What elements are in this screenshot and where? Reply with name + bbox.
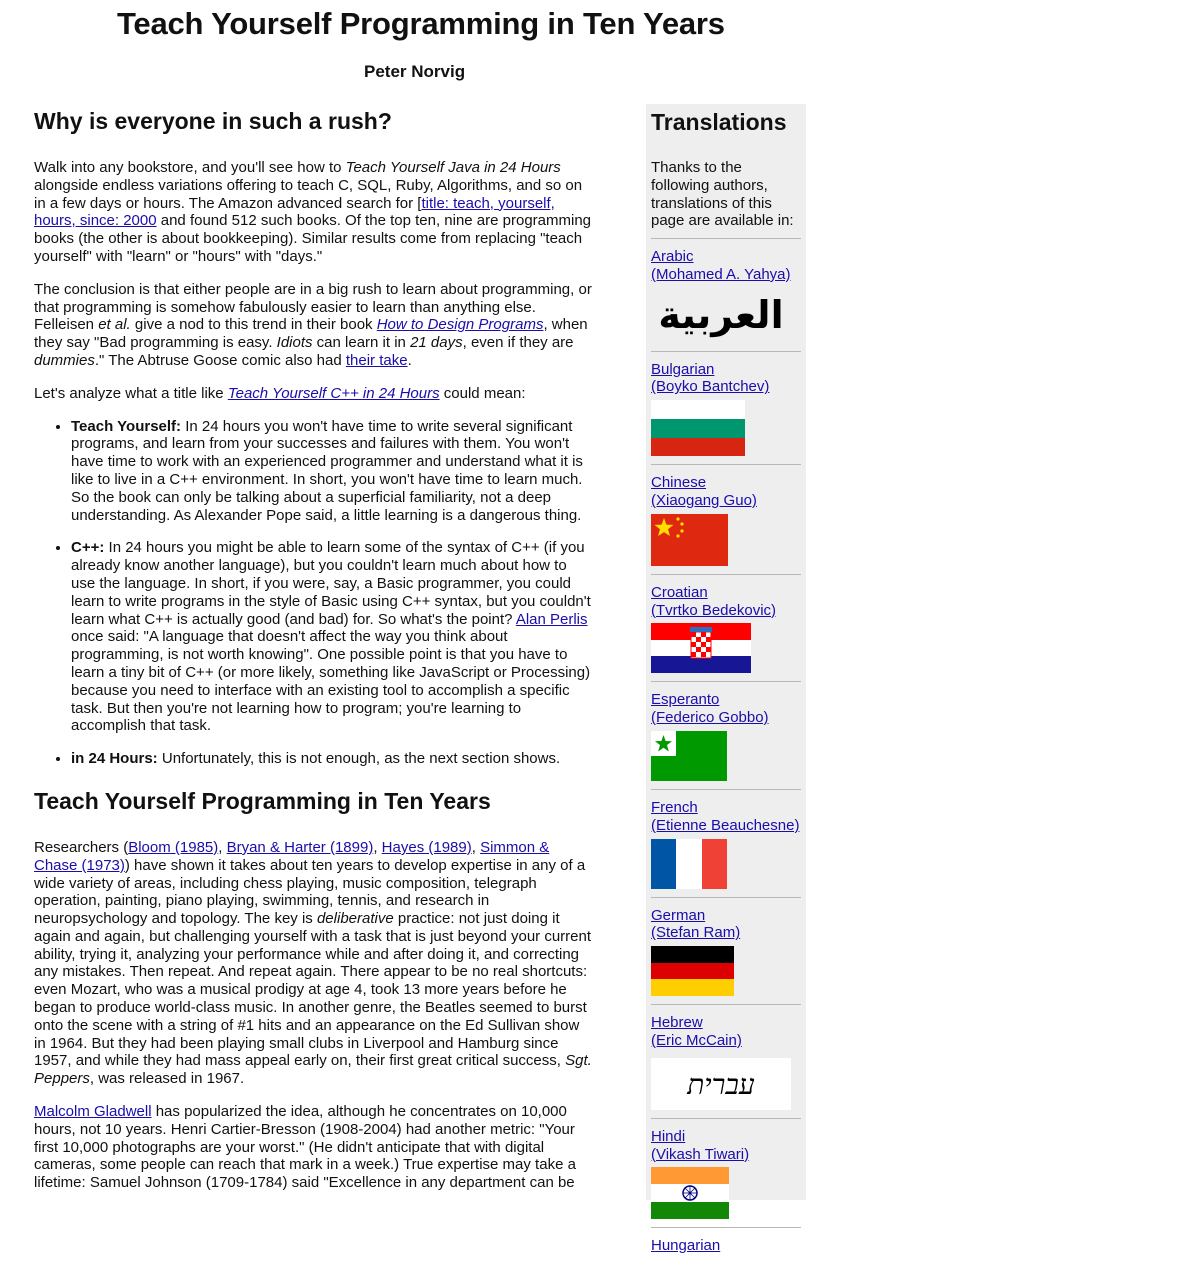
- link-text: Teach Yourself C++ in 24 Hours: [227, 384, 440, 402]
- analysis-list: [34, 418, 594, 768]
- translation-link-bulgarian[interactable]: [651, 361, 801, 397]
- text: , was released in 1967.: [89, 1070, 245, 1088]
- bulgarian-flag-icon[interactable]: [651, 400, 745, 456]
- list-item: [71, 418, 594, 525]
- text: has popularized the idea, although he concentrates on 10,000 hours, not 10 years. Henri Cartier-Bresson (1908-2004) had another metric: "Your first 10,000 photographs are your worst." (He didn't anticipate that with digital cameras, some people can reach that mark in a week.) True expertise may take a lifetime: Samuel Johnson (1709-1784) said "Excellence in any department can be: [34, 1103, 576, 1192]
- text: ,: [218, 838, 227, 856]
- text: et al.: [98, 316, 131, 334]
- text: ) have shown it takes about ten years to develop expertise in any of a wide variety of areas, including chess playing, music composition, telegraph operation, painting, piano playing, swimming, tennis, and research in neuropsychology and topology. The key is: [34, 856, 586, 928]
- chinese-flag-icon[interactable]: [651, 514, 728, 566]
- bloom-link[interactable]: Bloom (1985): [128, 838, 219, 856]
- translation-item-hungarian: [651, 1227, 801, 1263]
- translation-link-german[interactable]: [651, 907, 801, 943]
- paragraph-bookstore: [34, 159, 594, 266]
- text: The conclusion is that either people are in a big rush to learn about programming, or that programming is somehow fabulously easier to learn than anything else. Felleisen: [34, 280, 592, 334]
- translator-name: (Vikash Tiwari): [651, 1145, 750, 1163]
- text: Walk into any bookstore, and you'll see how to: [34, 159, 346, 176]
- paragraph-conclusion: [34, 281, 594, 370]
- text: deliberative: [316, 910, 394, 928]
- translation-link-arabic[interactable]: [651, 248, 801, 284]
- translations-heading: Translations: [651, 109, 787, 135]
- text: could mean:: [439, 384, 526, 402]
- translator-name: (Eric McCain): [651, 1031, 742, 1049]
- translator-name: (Xiaogang Guo): [651, 491, 757, 509]
- translation-link-hebrew[interactable]: [651, 1014, 801, 1050]
- translation-link-hungarian[interactable]: [651, 1237, 801, 1255]
- book-title-java: Teach Yourself Java in 24 Hours: [345, 159, 561, 176]
- main-content: [34, 106, 594, 1207]
- translation-link-chinese[interactable]: [651, 474, 801, 510]
- text: In 24 hours you might be able to learn some of the syntax of C++ (if you already know another language), but you couldn't learn much about how to use the language. In short, if you were, say, a Basic programmer, you could learn to write programs in the style of Basic using C++ syntax, but you couldn't learn what C++ is actually good (and bad) for. So what's the point?: [71, 539, 591, 628]
- text: , even if they are: [462, 334, 574, 352]
- translation-link-hindi[interactable]: [651, 1128, 801, 1164]
- text: Let's analyze what a title like: [34, 384, 228, 402]
- list-item: [71, 750, 594, 768]
- hebrew-glyph: עברית: [687, 1067, 755, 1101]
- translation-item-esperanto: [651, 681, 801, 789]
- croatian-flag-icon[interactable]: [651, 623, 751, 673]
- text: dummies: [34, 351, 95, 369]
- arabic-glyph: العربية: [658, 292, 784, 337]
- translations-intro: Thanks to the following authors, translations of this page are available in:: [651, 159, 794, 230]
- text: In 24 hours you won't have time to write several significant programs, and learn from your successes and failures with them. You won't have time to work with an experienced programmer and understand what it is like to live in a C++ environment. In short, you won't have time to learn much. So the book can only be talking about a superficial familiarity, not a deep understanding. As Alexander Pope said, a little learning is a dangerous thing.: [71, 417, 583, 524]
- page-title: Teach Yourself Programming in Ten Years: [117, 6, 725, 41]
- paragraph-analyze: [34, 385, 594, 403]
- language-name: Hindi: [651, 1127, 686, 1145]
- language-name: Esperanto: [651, 691, 720, 709]
- language-name: German: [651, 906, 706, 924]
- text: ,: [373, 838, 382, 856]
- text: Sgt. Peppers: [34, 1052, 592, 1088]
- text: Idiots: [276, 334, 313, 352]
- esperanto-flag-icon[interactable]: [651, 731, 727, 781]
- list-item: [71, 539, 594, 735]
- translator-name: (Etienne Beauchesne): [651, 816, 800, 834]
- hebrew-script-image[interactable]: [651, 1058, 791, 1110]
- language-name: French: [651, 798, 698, 816]
- translation-item-arabic: [651, 238, 801, 350]
- bullet-label: Teach Yourself:: [71, 417, 182, 435]
- text: and found 512 such books. Of the top ten, nine are programming books (the other is about bookkeeping). Similar results come from replacing "teach yourself" with "learn" or "hours" with "days.": [34, 212, 592, 265]
- text: .: [407, 351, 412, 369]
- text: practice: not just doing it again and again, but challenging yourself with a task that is just beyond your current ability, trying it, analyzing your performance while and after doing it, and correcting any mistakes. Then repeat. And repeat again. There appear to be no real shortcuts: even Mozart, who was a musical prodigy at age 4, took 13 more years before he began to produce world-class music. In another genre, the Beatles seemed to burst onto the scene with a string of #1 hits and an appearance on the Ed Sullivan show in 1964. But they had been playing small clubs in Liverpool and Hamburg since 1957, and while they had mass appeal early on, their first great critical success,: [34, 910, 592, 1070]
- translation-item-bulgarian: [651, 351, 801, 465]
- hayes-link[interactable]: Hayes (1989): [381, 838, 472, 856]
- translation-item-french: [651, 789, 801, 897]
- section-heading-rush: Why is everyone in such a rush?: [34, 108, 392, 134]
- translator-name: (Mohamed A. Yahya): [651, 265, 791, 283]
- author-name: Peter Norvig: [364, 62, 466, 81]
- link-text: How to Design Programs: [376, 316, 544, 334]
- translator-name: (Tvrtko Bedekovic): [651, 601, 777, 619]
- their-take-link[interactable]: their take: [345, 351, 408, 369]
- text: 21 days: [410, 334, 463, 352]
- bryan-harter-link[interactable]: Bryan & Harter (1899): [226, 838, 374, 856]
- text: ." The Abtruse Goose comic also had: [94, 351, 346, 369]
- language-name: Arabic: [651, 248, 694, 266]
- bullet-label: C++:: [71, 539, 105, 557]
- cpp-24-hours-link[interactable]: [228, 385, 440, 402]
- translator-name: (Stefan Ram): [651, 924, 741, 942]
- text: Unfortunately, this is not enough, as the next section shows.: [157, 750, 561, 768]
- language-name: Croatian: [651, 583, 708, 601]
- section-heading-ten-years: Teach Yourself Programming in Ten Years: [34, 787, 491, 814]
- indian-flag-icon[interactable]: [651, 1167, 729, 1219]
- arabic-script-image[interactable]: [651, 290, 791, 338]
- paragraph-researchers: [34, 839, 594, 1088]
- alan-perlis-link[interactable]: Alan Perlis: [515, 610, 588, 628]
- bullet-label: in 24 Hours:: [71, 750, 158, 768]
- language-name: Hungarian: [651, 1237, 721, 1255]
- malcolm-gladwell-link[interactable]: Malcolm Gladwell: [34, 1103, 152, 1121]
- text: alongside endless variations offering to teach C, SQL, Ruby, Algorithms, and so on in a few days or hours. The Amazon advanced search for [: [34, 176, 583, 212]
- translation-link-esperanto[interactable]: [651, 691, 801, 727]
- simmon-chase-link[interactable]: Simmon & Chase (1973): [34, 838, 550, 874]
- text: can learn it in: [312, 334, 411, 352]
- translation-link-croatian[interactable]: [651, 584, 801, 620]
- translation-item-chinese: [651, 464, 801, 574]
- text: , when they say "Bad programming is easy.: [34, 316, 588, 352]
- language-name: Chinese: [651, 474, 707, 492]
- translation-item-german: [651, 897, 801, 1005]
- text: give a nod to this trend in their book: [130, 316, 377, 334]
- language-name: Bulgarian: [651, 360, 715, 378]
- text: Researchers (: [34, 838, 129, 856]
- text: once said: "A language that doesn't affect the way you think about programming, is not worth knowing". One possible point is that you have to learn a tiny bit of C++ (or more likely, something like JavaScript or Processing) because you need to interface with an existing tool to accomplish a specific task. But then you're not learning how to program; you're learning to accomplish that task.: [71, 628, 591, 735]
- translator-name: (Boyko Bantchev): [651, 378, 770, 396]
- translation-link-french[interactable]: [651, 799, 801, 835]
- paragraph-gladwell: [34, 1103, 594, 1192]
- htdp-link[interactable]: [377, 316, 544, 333]
- translator-name: (Federico Gobbo): [651, 709, 769, 727]
- french-flag-icon[interactable]: [651, 839, 727, 889]
- translations-sidebar: [646, 104, 806, 1255]
- translation-item-croatian: [651, 574, 801, 682]
- amazon-search-link[interactable]: title: teach, yourself, hours, since: 2000: [34, 194, 555, 230]
- german-flag-icon[interactable]: [651, 946, 734, 996]
- translation-item-hindi: [651, 1118, 801, 1228]
- translation-item-hebrew: [651, 1004, 801, 1118]
- language-name: Hebrew: [651, 1014, 703, 1032]
- text: ,: [471, 838, 481, 856]
